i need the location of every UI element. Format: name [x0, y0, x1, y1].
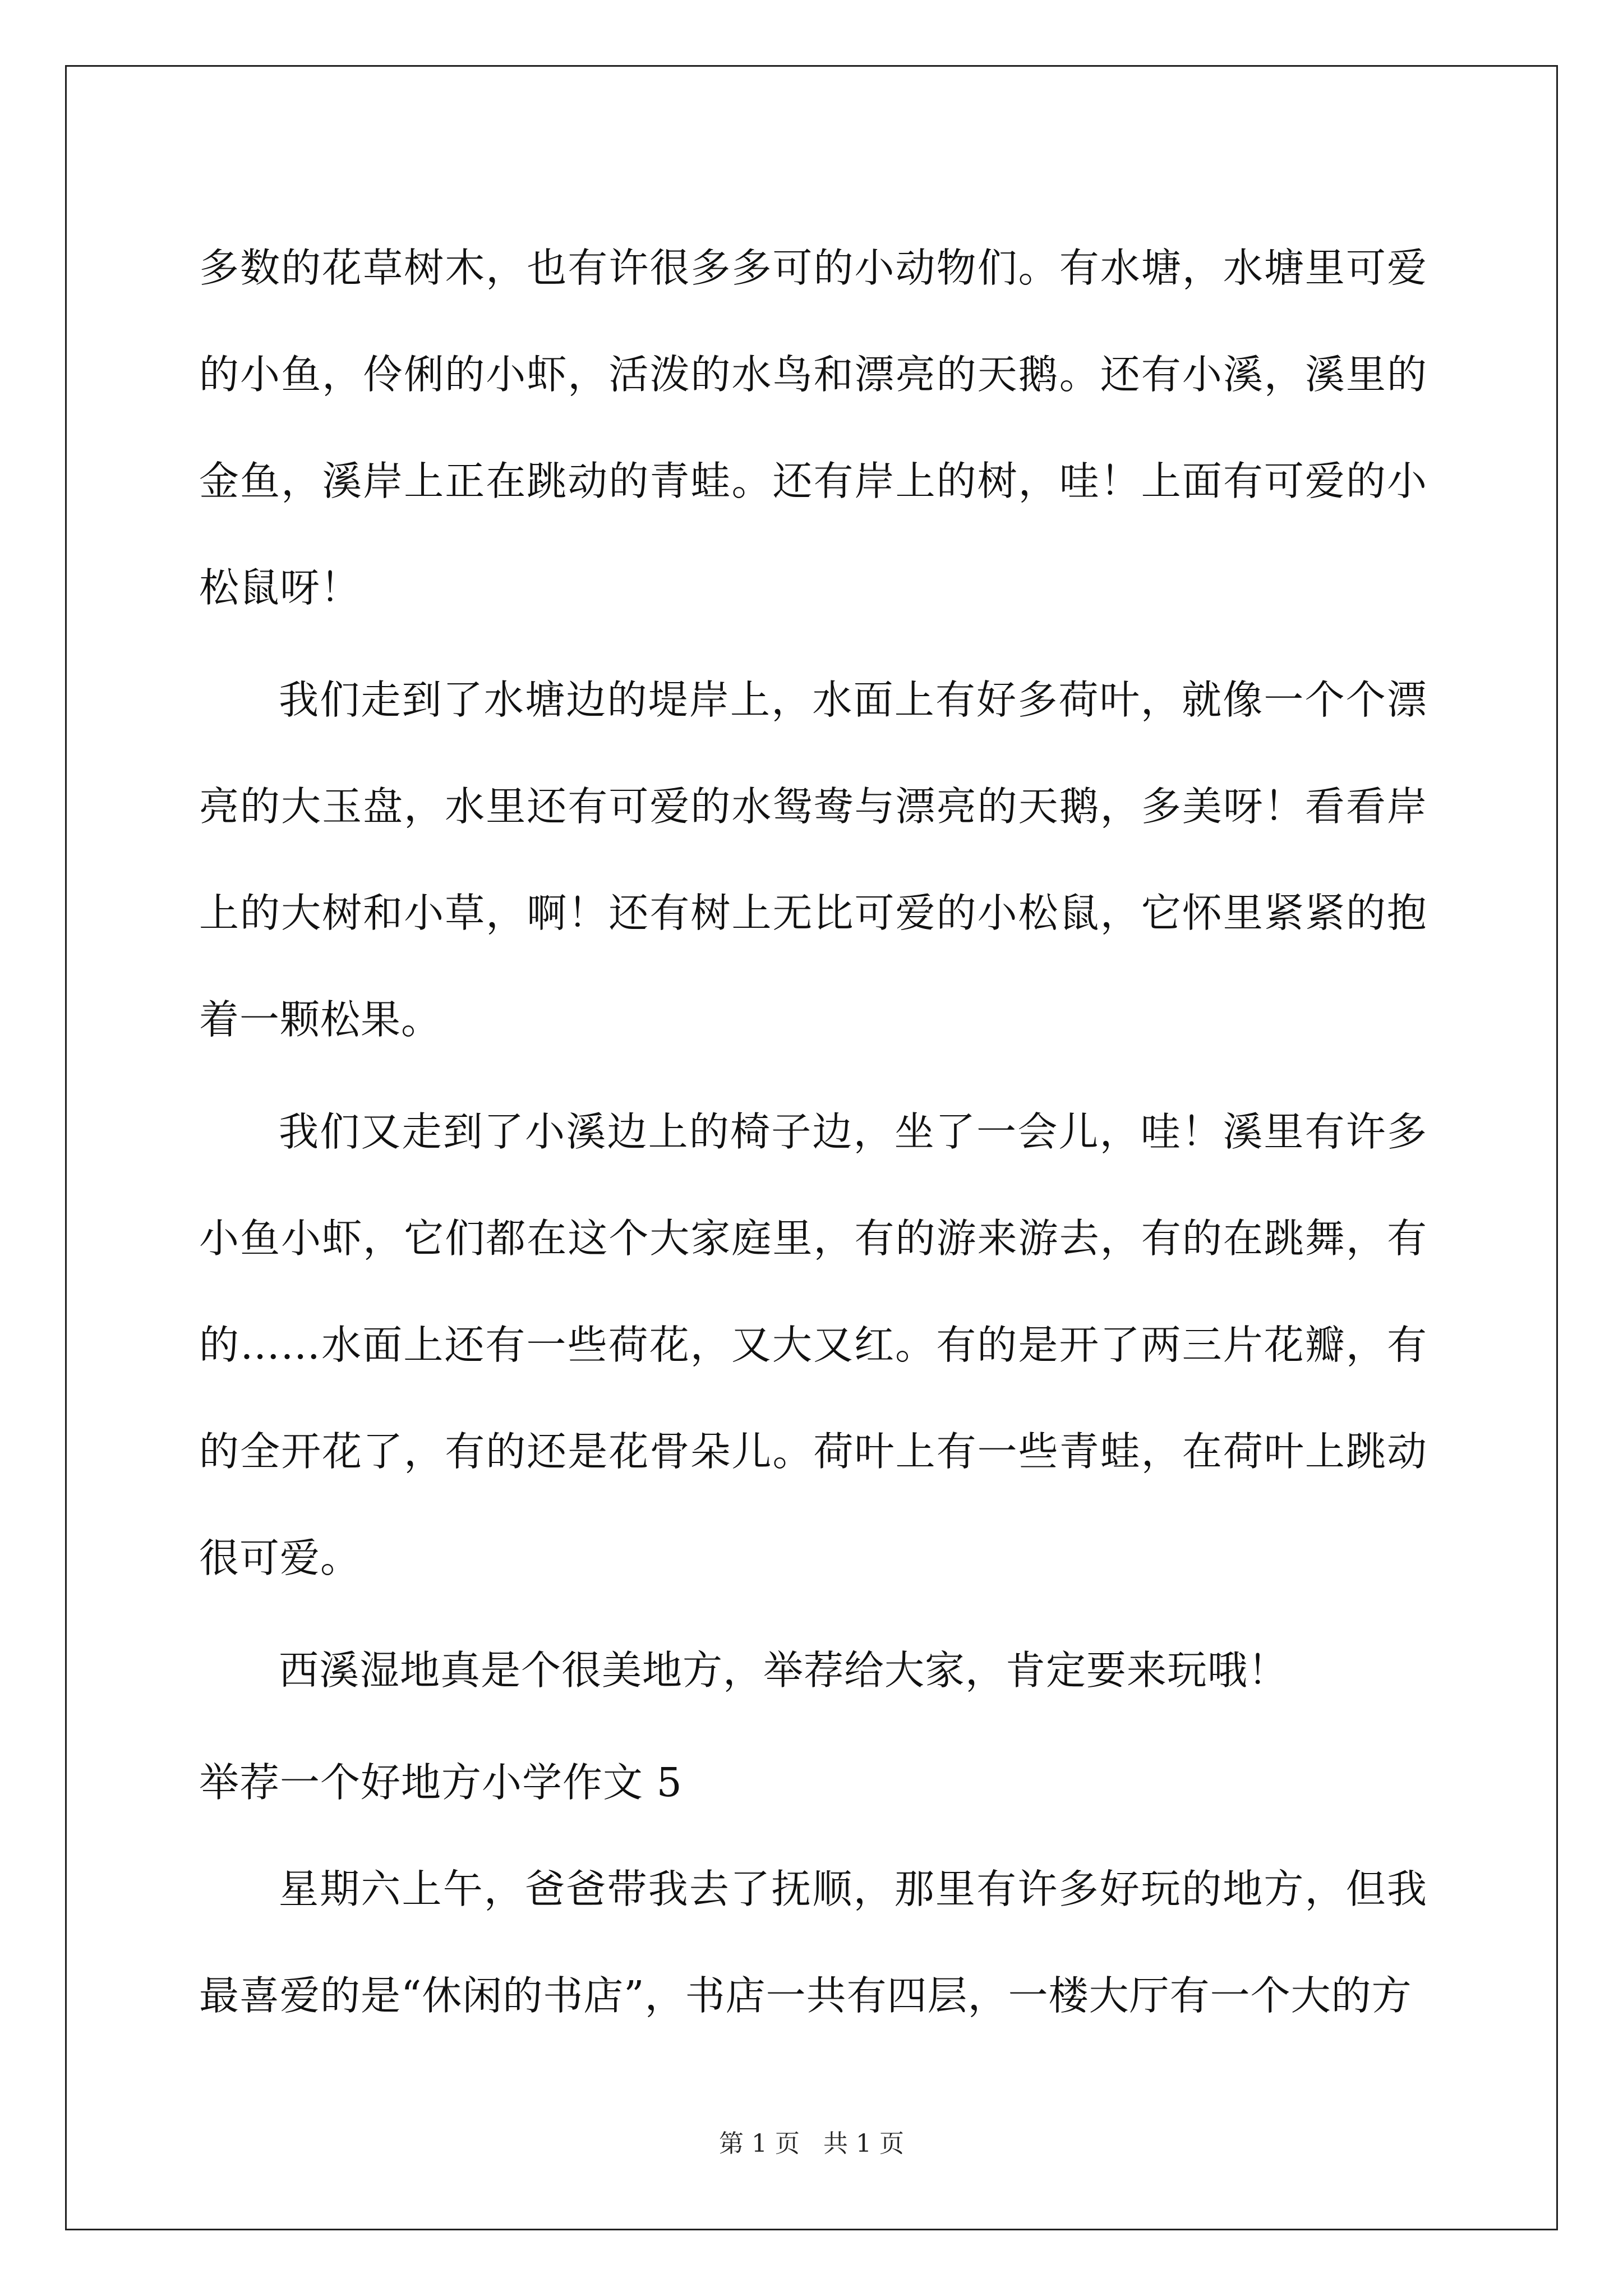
page-total: 共 1 页 — [823, 2129, 904, 2158]
page-number: 第 1 页 — [719, 2129, 800, 2158]
paragraph-5: 星期六上午，爸爸带我去了抚顺，那里有许多好玩的地方，但我最喜爱的是“休闲的书店”，书店一共有四层，一楼大厅有一个大的方 — [199, 1866, 1427, 2019]
page-footer — [0, 2130, 1623, 2158]
paragraph-2: 我们走到了水塘边的堤岸上，水面上有好多荷叶，就像一个个漂亮的大玉盘，水里还有可爱的水鸳鸯与漂亮的天鹅，多美呀！看看岸上的大树和小草，啊！还有树上无比可爱的小松鼠，它怀里紧紧的抱着一颗松果。 — [199, 677, 1427, 1043]
document-body — [199, 215, 1427, 2055]
paragraph-4: 西溪湿地真是个很美地方，举荐给大家，肯定要来玩哦！ — [279, 1647, 1289, 1694]
paragraph-1: 多数的花草树木，也有许很多多可的小动物们。有水塘，水塘里可爱的小鱼，伶俐的小虾，活泼的水鸟和漂亮的天鹅。还有小溪，溪里的金鱼，溪岸上正在跳动的青蛙。还有岸上的树，哇！上面有可爱的小松鼠呀！ — [199, 245, 1427, 611]
section-heading: 举荐一个好地方小学作文 5 — [199, 1759, 683, 1806]
paragraph-3: 我们又走到了小溪边上的椅子边，坐了一会儿，哇！溪里有许多小鱼小虾，它们都在这个大家庭里，有的游来游去，有的在跳舞，有的……水面上还有一些荷花，又大又红。有的是开了两三片花瓣，有的全开花了，有的还是花骨朵儿。荷叶上有一些青蛙，在荷叶上跳动很可爱。 — [199, 1108, 1427, 1581]
